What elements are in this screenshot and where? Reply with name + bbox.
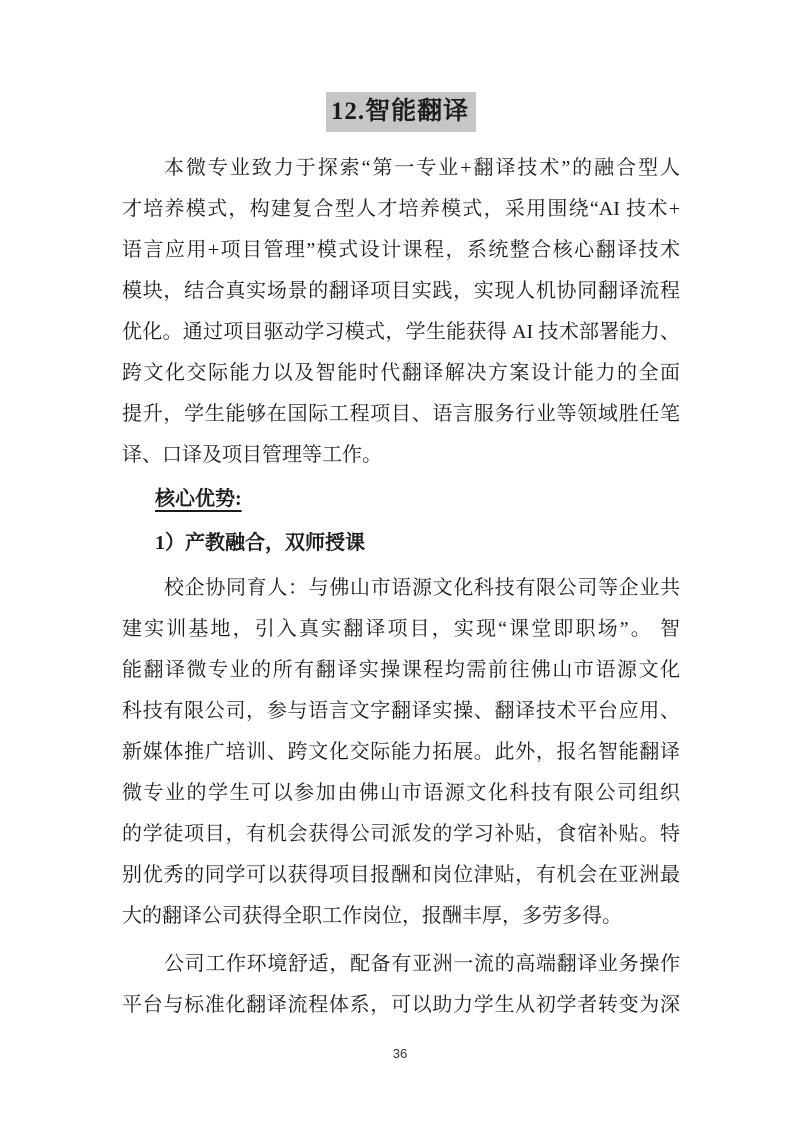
environment-paragraph	[122, 944, 680, 1026]
intro-paragraph	[122, 148, 680, 476]
text-line: 才培养模式，构建复合型人才培养模式，采用围绕“AI 技术+	[122, 198, 680, 220]
page-number: 36	[392, 1046, 408, 1061]
document-content	[122, 92, 680, 1026]
text-line: 大的翻译公司获得全职工作岗位，报酬丰厚，多劳多得。	[122, 905, 622, 927]
text-line: 科技有限公司，参与语言文字翻译实操、翻译技术平台应用、	[122, 700, 680, 722]
text-line: 建实训基地，引入真实翻译项目，实现“课堂即职场”。 智	[122, 618, 680, 640]
text-line: 平台与标准化翻译流程体系，可以助力学生从初学者转变为深	[122, 994, 680, 1016]
core-advantages-heading	[122, 479, 680, 520]
text-line: 别优秀的同学可以获得项目报酬和岗位津贴，有机会在亚洲最	[122, 864, 680, 886]
core-advantages-heading-text: 核心优势:	[155, 488, 242, 510]
text-line: 语言应用+项目管理”模式设计课程，系统整合核心翻译技术	[122, 239, 680, 261]
text-line: 本微专业致力于探索“第一专业+翻译技术”的融合型人	[164, 157, 680, 179]
section-title	[122, 92, 680, 136]
text-line: 的学徒项目，有机会获得公司派发的学习补贴，食宿补贴。特	[122, 823, 680, 845]
text-line: 模块，结合真实场景的翻译项目实践，实现人机协同翻译流程	[122, 280, 680, 302]
cooperation-paragraph	[122, 568, 680, 937]
text-line: 校企协同育人：与佛山市语源文化科技有限公司等企业共	[164, 577, 680, 599]
text-line: 提升，学生能够在国际工程项目、语言服务行业等领域胜任笔	[122, 403, 680, 425]
text-line: 跨文化交际能力以及智能时代翻译解决方案设计能力的全面	[122, 362, 680, 384]
section-title-highlight: 12.智能翻译	[326, 92, 476, 132]
text-line: 新媒体推广培训、跨文化交际能力拓展。此外，报名智能翻译	[122, 741, 680, 763]
text-line: 公司工作环境舒适，配备有亚洲一流的高端翻译业务操作	[164, 953, 680, 975]
text-line: 能翻译微专业的所有翻译实操课程均需前往佛山市语源文化	[122, 659, 680, 681]
text-line: 优化。通过项目驱动学习模式，学生能获得 AI 技术部署能力、	[122, 321, 680, 343]
text-line: 译、口译及项目管理等工作。	[122, 444, 382, 466]
advantage-1-heading: 1）产教融合，双师授课	[155, 532, 365, 554]
text-line: 微专业的学生可以参加由佛山市语源文化科技有限公司组织	[122, 782, 680, 804]
